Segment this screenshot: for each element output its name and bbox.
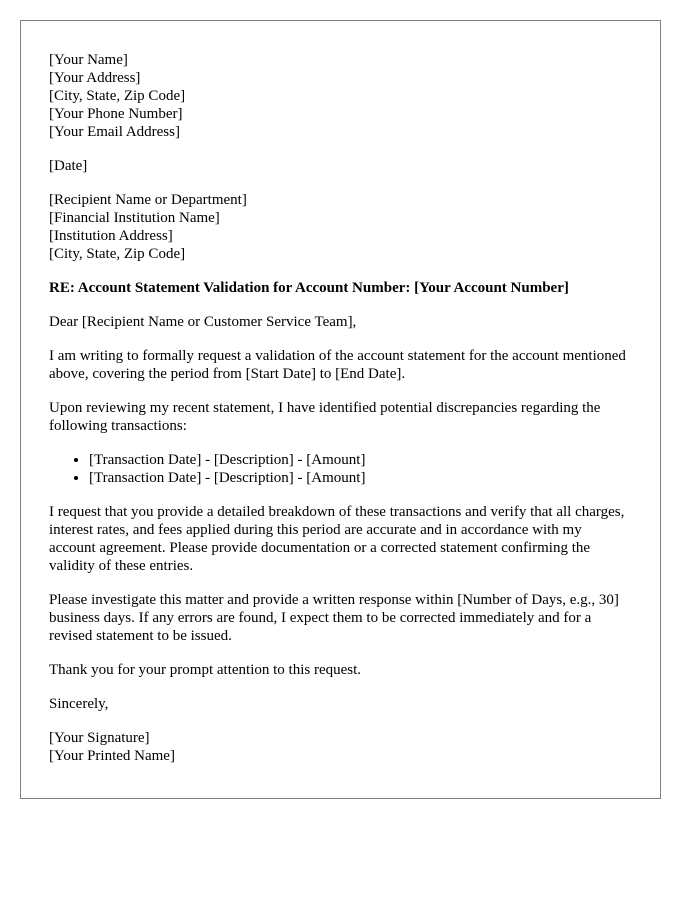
transaction-item: • [Transaction Date] - [Description] - [Amount] (89, 451, 632, 469)
body-paragraph-3: I request that you provide a detailed breakdown of these transactions and verify that all charges, interest rates, and fees applied during this period are accurate and in accordance with my account agreement. Please provide documentation or a corrected statement confirming the validity of these entries. (49, 504, 625, 574)
signature-placeholder: [Your Signature] (49, 730, 150, 746)
letter-date: [Date] (49, 158, 88, 174)
sender-address: [Your Address] (49, 70, 141, 86)
salutation: Dear [Recipient Name or Customer Service Team], (49, 314, 357, 330)
signature-block (49, 729, 632, 765)
body-paragraph-5: Thank you for your prompt attention to this request. (49, 662, 362, 678)
subject-line: RE: Account Statement Validation for Account Number: [Your Account Number] (49, 280, 569, 296)
printed-name: [Your Printed Name] (49, 748, 175, 764)
sender-city-state-zip: [City, State, Zip Code] (49, 88, 186, 104)
recipient-address: [Institution Address] (49, 228, 173, 244)
recipient-institution: [Financial Institution Name] (49, 210, 220, 226)
body-paragraph-4: Please investigate this matter and provide a written response within [Number of Days, e.g., 30] business days. If any errors are found, I expect them to be corrected immediately and for a revised statement to be issued. (49, 592, 619, 644)
sender-name: [Your Name] (49, 52, 128, 68)
recipient-city-state-zip: [City, State, Zip Code] (49, 246, 186, 262)
transaction-item: • [Transaction Date] - [Description] - [Amount] (89, 469, 632, 487)
recipient-block (49, 191, 632, 263)
sender-email: [Your Email Address] (49, 124, 180, 140)
sender-phone: [Your Phone Number] (49, 106, 183, 122)
body-paragraph-1: I am writing to formally request a validation of the account statement for the account mentioned above, covering the period from [Start Date] to [End Date]. (49, 348, 626, 382)
recipient-name: [Recipient Name or Department] (49, 192, 247, 208)
date-block (49, 157, 632, 175)
closing: Sincerely, (49, 696, 109, 712)
letter-document (20, 20, 661, 799)
transaction-list (49, 451, 632, 487)
sender-block (49, 51, 632, 141)
body-paragraph-2: Upon reviewing my recent statement, I have identified potential discrepancies regarding the following transactions: (49, 400, 601, 434)
